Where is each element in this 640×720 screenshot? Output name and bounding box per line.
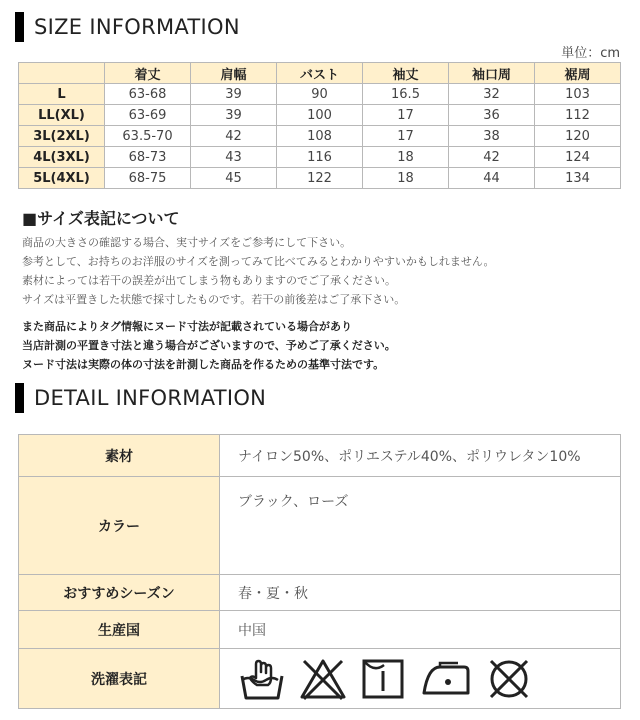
note-line-bold: また商品によりタグ情報にヌード寸法が記載されている場合があり	[22, 320, 352, 333]
nude-size-notes	[22, 317, 396, 374]
table-row	[19, 126, 621, 147]
column-header: 裾周	[535, 63, 621, 84]
table-cell: 45	[191, 168, 277, 189]
detail-row-material	[19, 435, 621, 477]
table-row	[19, 84, 621, 105]
care-icons-cell	[220, 649, 621, 709]
detail-label: 素材	[19, 435, 220, 477]
note-line: 素材によっては若干の誤差が出てしまう物もありますのでご了承ください。	[22, 274, 396, 287]
detail-label: 生産国	[19, 611, 220, 649]
table-cell: 90	[277, 84, 363, 105]
size-label: 5L(4XL)	[19, 168, 105, 189]
table-cell: 32	[449, 84, 535, 105]
size-notes	[22, 233, 495, 309]
care-icons	[238, 656, 620, 702]
detail-row-origin	[19, 611, 621, 649]
table-cell: 68-73	[105, 147, 191, 168]
table-cell: 18	[363, 147, 449, 168]
table-cell: 38	[449, 126, 535, 147]
column-header: 袖口周	[449, 63, 535, 84]
table-cell: 63-68	[105, 84, 191, 105]
detail-row-color	[19, 477, 621, 575]
low-iron-icon	[418, 659, 474, 699]
heading-bar	[15, 383, 24, 413]
size-label: LL(XL)	[19, 105, 105, 126]
table-cell: 36	[449, 105, 535, 126]
detail-row-season	[19, 575, 621, 611]
table-cell: 68-75	[105, 168, 191, 189]
table-cell: 63.5-70	[105, 126, 191, 147]
column-header: 袖丈	[363, 63, 449, 84]
table-cell: 120	[535, 126, 621, 147]
size-section-heading	[15, 12, 240, 42]
column-header: 肩幅	[191, 63, 277, 84]
table-cell: 43	[191, 147, 277, 168]
table-cell: 116	[277, 147, 363, 168]
table-cell: 108	[277, 126, 363, 147]
table-cell: 18	[363, 168, 449, 189]
table-cell: 16.5	[363, 84, 449, 105]
detail-label: カラー	[19, 477, 220, 575]
table-row	[19, 147, 621, 168]
size-section-title: SIZE INFORMATION	[34, 15, 240, 39]
size-notes-title: ■サイズ表記について	[22, 209, 180, 228]
unit-label: 単位：cm	[561, 46, 620, 61]
table-cell: 17	[363, 126, 449, 147]
table-cell: 122	[277, 168, 363, 189]
detail-value: ナイロン50%、ポリエステル40%、ポリウレタン10%	[220, 435, 621, 477]
table-cell: 63-69	[105, 105, 191, 126]
column-header: 着丈	[105, 63, 191, 84]
table-cell: 39	[191, 84, 277, 105]
table-row	[19, 168, 621, 189]
size-table-header-row	[19, 63, 621, 84]
size-label: 3L(2XL)	[19, 126, 105, 147]
table-cell: 42	[449, 147, 535, 168]
table-cell: 103	[535, 84, 621, 105]
detail-value: 春・夏・秋	[220, 575, 621, 611]
table-cell: 134	[535, 168, 621, 189]
detail-table	[18, 434, 621, 709]
size-table-corner	[19, 63, 105, 84]
detail-label: おすすめシーズン	[19, 575, 220, 611]
size-label: 4L(3XL)	[19, 147, 105, 168]
note-line: 参考として、お持ちのお洋服のサイズを測ってみて比べてみるとわかりやすいかもしれません。	[22, 255, 495, 268]
table-cell: 42	[191, 126, 277, 147]
hand-wash-icon	[238, 656, 286, 702]
note-line-bold: 当店計測の平置き寸法と違う場合がございますので、予めご了承ください。	[22, 339, 396, 352]
note-line: 商品の大きさの確認する場合、実寸サイズをご参考にして下さい。	[22, 236, 352, 249]
do-not-bleach-icon	[298, 657, 348, 701]
detail-value: 中国	[220, 611, 621, 649]
table-cell: 100	[277, 105, 363, 126]
detail-label: 洗濯表記	[19, 649, 220, 709]
size-label: L	[19, 84, 105, 105]
drip-dry-icon	[360, 657, 406, 701]
detail-section-title: DETAIL INFORMATION	[34, 386, 267, 410]
table-cell: 112	[535, 105, 621, 126]
size-table	[18, 62, 621, 189]
table-cell: 39	[191, 105, 277, 126]
detail-section-heading	[15, 383, 266, 413]
table-row	[19, 105, 621, 126]
detail-row-care	[19, 649, 621, 709]
do-not-dry-clean-icon	[486, 657, 532, 701]
table-cell: 17	[363, 105, 449, 126]
note-line-bold: ヌード寸法は実際の体の寸法を計測した商品を作るための基準寸法です。	[22, 358, 385, 371]
table-cell: 124	[535, 147, 621, 168]
heading-bar	[15, 12, 24, 42]
table-cell: 44	[449, 168, 535, 189]
column-header: バスト	[277, 63, 363, 84]
detail-value: ブラック、ローズ	[220, 477, 621, 575]
note-line: サイズは平置きした状態で採寸したものです。若干の前後差はご了承下さい。	[22, 293, 406, 306]
